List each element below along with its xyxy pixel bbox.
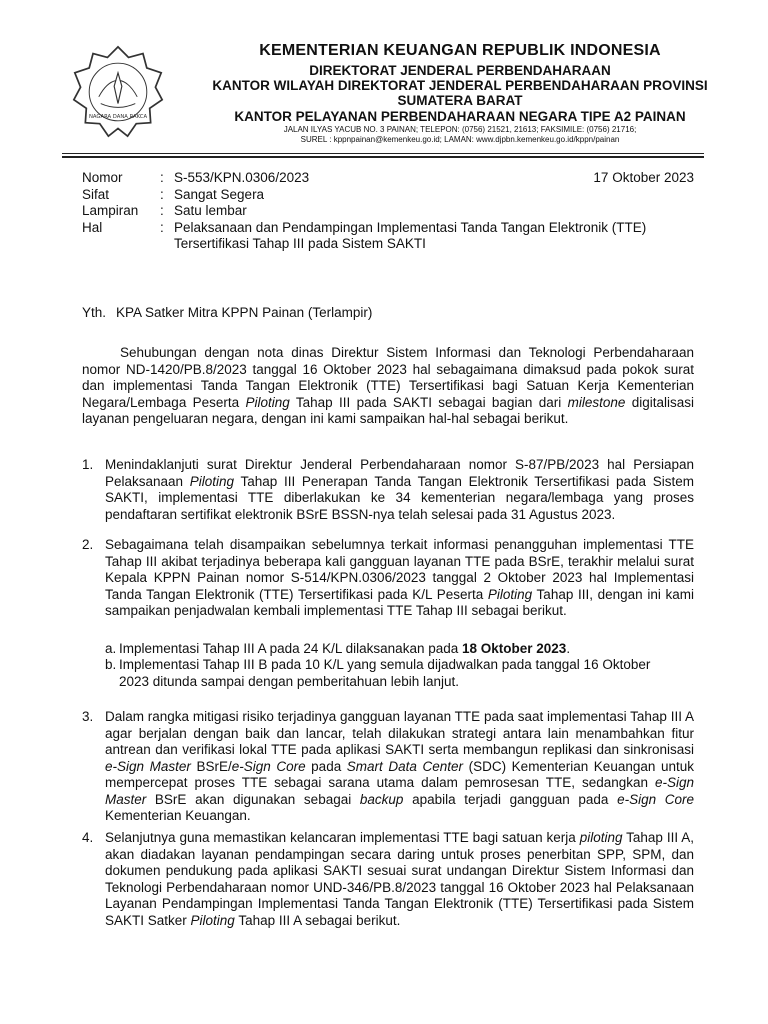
hal-value-line2: Tersertifikasi Tahap III pada Sistem SAKTI: [174, 236, 426, 251]
item-text: Tahap III A, akan diadakan layanan pendampingan secara daring untuk proses penerbitan SPP, SPM, dan dokumen pendukung pada aplikasi SAKTI sesuai surat undangan Direktur Sistem Informasi dan Teknologi Perbendaharaan nomor UND-346/PB.8/2023 tanggal 16 Oktober 2023 hal Pelaksanaan Layanan Pendampingan Implementasi Tanda Tangan Elektronik (TTE) Tersertifikasi pada Sistem SAKTI Satker: [105, 830, 694, 928]
meta-row-sifat: [82, 187, 697, 204]
sub-a-text: Implementasi Tahap III A pada 24 K/L dilaksanakan pada: [119, 641, 462, 656]
item-2-sub-a: [105, 641, 694, 658]
item-emph: e-Sign Core: [617, 791, 694, 807]
item-2-sub-b: [105, 657, 694, 690]
letterhead-local-office: KANTOR PELAYANAN PERBENDAHARAAN NEGARA TIPE A2 PAINAN: [234, 109, 686, 124]
sifat-value: Sangat Segera: [174, 186, 265, 202]
item-text: Tahap III A sebagai berikut.: [234, 912, 401, 928]
letterhead-divider-thick: [62, 156, 704, 158]
item-text: Selanjutnya guna memastikan kelancaran implementasi TTE bagi satuan kerja: [105, 830, 580, 845]
letterhead-divider: [62, 153, 704, 154]
item-text: Menindaklanjuti surat Direktur Jenderal Perbendaharaan nomor S-87/PB/2023 hal Persiapan Pelaksanaan: [105, 457, 694, 489]
item-text: apabila terjadi gangguan pada: [403, 791, 618, 807]
item-emph: Smart Data Center: [346, 758, 464, 774]
letterhead-contact: SUREL : kppnpainan@kemenkeu.go.id; LAMAN: www.djpbn.kemenkeu.go.id/kppn/painan: [300, 135, 620, 144]
intro-text: Sehubungan dengan nota dinas Direktur Sistem Informasi dan Teknologi Perbendaharaan nomor ND-1420/PB.8/2023 tanggal 16 Oktober 2023 hal sebagaimana dimaksud pada pokok surat dan implementasi Tanda Tangan Elektronik (TTE) Tersertifikasi bagi Satuan Kerja Kementerian Negara/Lembaga Peserta: [82, 345, 694, 410]
addressee-name: KPA Satker Mitra KPPN Painan (Terlampir): [116, 305, 373, 320]
hal-label: Hal: [82, 219, 103, 235]
lampiran-value: Satu lembar: [174, 203, 247, 218]
intro-text: digitalisasi layanan pengeluaran negara, dengan ini kami sampaikan hal-hal sebagai berikut.: [82, 394, 694, 426]
intro-emph: Piloting: [245, 394, 290, 410]
item-text: Sebagaimana telah disampaikan sebelumnya terkait informasi penangguhan implementasi TTE Tahap III akibat terjadinya beberapa kali gangguan layanan TTE pada BSrE, terakhir melalui surat Kepala KPPN Painan nomor S-514/KPN.0306/2023 tanggal 2 Oktober 2023 hal Implementasi Tanda Tangan Elektronik (TTE) Tersertifikasi pada K/L Peserta: [105, 537, 694, 602]
item-emph: piloting: [579, 830, 623, 845]
letter-date: 17 Oktober 2023: [593, 170, 694, 185]
letterhead-regional-office: KANTOR WILAYAH DIREKTORAT JENDERAL PERBENDAHARAAN PROVINSI: [212, 78, 708, 93]
meta-colon: :: [160, 219, 164, 235]
item-4-number: 4.: [82, 830, 94, 845]
intro-paragraph: [82, 345, 694, 428]
addressee-prefix: Yth.: [82, 305, 107, 320]
intro-text: Tahap III pada SAKTI sebagai bagian dari: [289, 394, 568, 410]
intro-emph: milestone: [567, 394, 626, 410]
sub-a-end: .: [566, 641, 571, 656]
sub-a-label: a.: [105, 641, 117, 656]
lampiran-label: Lampiran: [82, 203, 139, 218]
letterhead-directorate: DIREKTORAT JENDERAL PERBENDAHARAAN: [309, 63, 611, 78]
item-3-text: [105, 709, 694, 825]
meta-colon: :: [160, 170, 164, 185]
ministry-emblem-logo: [70, 44, 166, 140]
letter-meta: [82, 170, 697, 253]
hal-value: [174, 220, 697, 253]
sub-a-date: 18 Oktober 2023: [462, 641, 567, 656]
item-2-text: [105, 537, 694, 620]
item-emph: e-Sign Master: [105, 775, 694, 807]
item-1-text: [105, 457, 694, 523]
logo-caption: NAGARA DANA RAKCA: [88, 113, 148, 120]
item-2-number: 2.: [82, 537, 94, 552]
item-text: BSrE akan digunakan sebagai: [146, 791, 360, 807]
hal-value-line1: Pelaksanaan dan Pendampingan Implementasi Tanda Tangan Elektronik (TTE): [174, 219, 647, 235]
nomor-value: S-553/KPN.0306/2023: [174, 170, 310, 185]
letterhead-address: JALAN ILYAS YACUB NO. 3 PAINAN; TELEPON: (0756) 21521, 21613; FAKSIMILE: (0756) 21716;: [283, 125, 637, 134]
item-text: Dalam rangka mitigasi risiko terjadinya gangguan layanan TTE pada saat implementasi Tahap III A agar berjalan dengan baik dan lancar, telah dilakukan strategi antara lain menambahkan fitur antrean dan verifikasi lokal TTE pada aplikasi SAKTI serta membangun replikasi dan sinkronisasi: [105, 709, 694, 757]
meta-row-hal: [82, 220, 697, 253]
meta-colon: :: [160, 203, 164, 218]
sifat-label: Sifat: [82, 186, 110, 202]
item-text: BSrE/: [190, 758, 232, 774]
meta-row-lampiran: [82, 203, 697, 220]
item-emph: Piloting: [190, 912, 235, 928]
letterhead-ministry: KEMENTERIAN KEUANGAN REPUBLIK INDONESIA: [259, 42, 661, 59]
item-text: Kementerian Keuangan.: [105, 808, 251, 823]
item-emph: e-Sign Master: [105, 758, 191, 774]
item-text: pada: [305, 758, 347, 774]
nomor-label: Nomor: [82, 170, 123, 185]
item-emph: Piloting: [189, 473, 235, 489]
item-1-number: 1.: [82, 457, 94, 472]
item-text: Tahap III, dengan ini kami sampaikan penjadwalan kembali implementasi TTE Tahap III sebagai berikut.: [105, 586, 694, 618]
sub-b-label: b.: [105, 657, 117, 672]
addressee: [82, 305, 372, 320]
meta-row-nomor: [82, 170, 697, 187]
item-emph: backup: [359, 791, 404, 807]
sub-b-text-cont: 2023 ditunda sampai dengan pemberitahuan lebih lanjut.: [119, 673, 460, 689]
meta-colon: :: [160, 186, 164, 202]
sub-b-text: Implementasi Tahap III B pada 10 K/L yang semula dijadwalkan pada tanggal 16 Oktober: [119, 657, 651, 672]
item-text: Tahap III Penerapan Tanda Tangan Elektronik Tersertifikasi pada Sistem SAKTI, implementasi TTE diberlakukan ke 34 kementerian negara/lembaga yang proses pendaftaran sertifikat elektronik BSrE BSSN-nya telah selesai pada 31 Agustus 2023.: [105, 473, 694, 522]
letterhead-province: SUMATERA BARAT: [397, 93, 523, 108]
item-4-text: [105, 830, 694, 929]
item-emph: e-Sign Core: [231, 758, 306, 774]
item-emph: Piloting: [487, 586, 533, 602]
item-text: (SDC) Kementerian Keuangan untuk mempercepat proses TTE sebagai sarana utama dalam pemrosesan TTE, sedangkan: [105, 758, 694, 790]
item-3-number: 3.: [82, 709, 94, 724]
